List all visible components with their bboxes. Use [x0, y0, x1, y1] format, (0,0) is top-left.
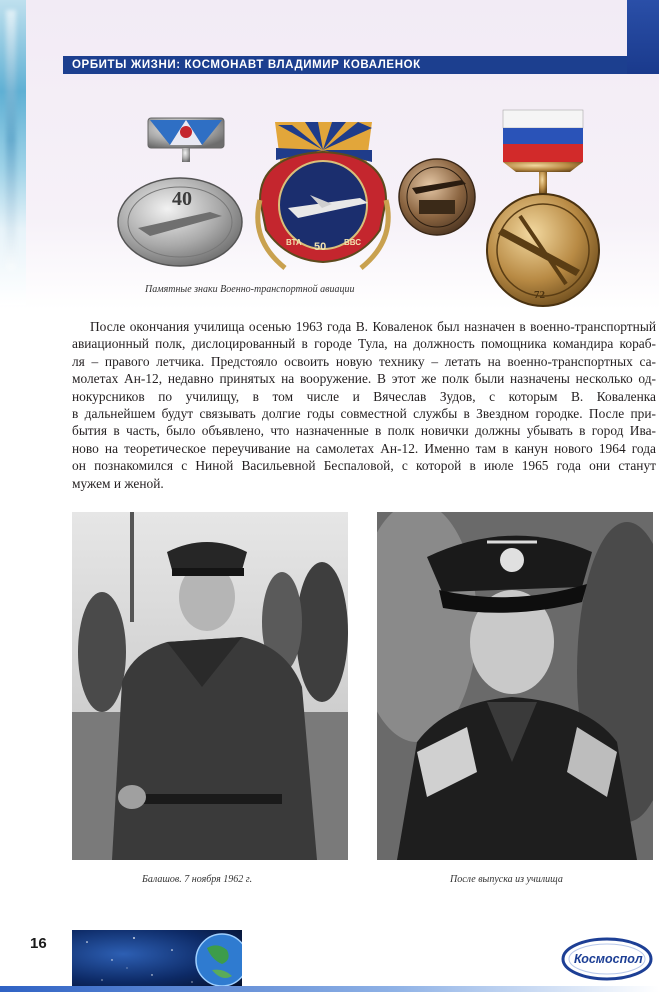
publisher-logo-text: Космоспол [574, 952, 643, 966]
photo-graduation [377, 512, 653, 860]
footer-line [0, 986, 659, 992]
paragraph-line: После окончания училища осенью 1963 года В. Коваленок был назначен в военно-транспортный [90, 319, 656, 334]
paragraph-line: ново на теоретическое переучивание на самолетах Ан-12. Именно там в канун нового 1964 года [72, 440, 656, 456]
medal-2-number: 50 [314, 241, 327, 253]
paragraph-line: бытия в часть, было объявлено, что назначенные в полк новички должны убывать в город Ива- [72, 423, 656, 439]
paragraph-line: молетах Ан-12, недавно принятых на вооружение. В этот же полк были назначены несколько од- [72, 371, 656, 387]
page-header-title: ОРБИТЫ ЖИЗНИ: КОСМОНАВТ ВЛАДИМИР КОВАЛЕНОК [72, 59, 421, 71]
paragraph-line: авиационный полк, дислоцированный в городе Тула, на должность помощника командира кораб- [72, 336, 656, 352]
body-paragraph [72, 318, 656, 492]
photo-balashov [72, 512, 348, 860]
medal-1 [118, 118, 242, 266]
medal-1-number: 40 [172, 188, 192, 210]
medal-4 [487, 110, 599, 306]
paragraph-line: мужем и женой. [72, 475, 164, 491]
photo-1-caption: Балашов. 7 ноября 1962 г. [142, 874, 253, 885]
medal-2-text-right: ВВС [344, 238, 362, 247]
medals-figure [110, 100, 600, 310]
medal-4-number: 72 [534, 289, 545, 301]
medal-2 [258, 122, 388, 268]
paragraph-line: ля – правого летчика. Предстояло освоить новую технику – летать на военно-транспортных са- [72, 353, 656, 369]
decorative-corner-block [627, 0, 659, 74]
paragraph-line: он познакомился с Ниной Васильевной Беспаловой, с которой в июле 1965 года они станут [72, 458, 656, 474]
medals-caption: Памятные знаки Военно-транспортной авиации [145, 284, 355, 295]
footer-space-image [72, 930, 242, 990]
medal-3 [399, 159, 475, 235]
photo-2-caption: После выпуска из училища [450, 874, 563, 885]
paragraph-line: в дальнейшем будут связывать долгие годы совместной службы в Звездном городке. После при- [72, 406, 656, 422]
publisher-logo [560, 935, 655, 983]
paragraph-line: нокурсников по училищу, в том числе и Вячеслав Зудов, с которым В. Коваленка [72, 388, 656, 404]
decorative-sky-strip [0, 0, 26, 305]
medal-2-text-left: ВТА [286, 238, 302, 247]
page-number: 16 [30, 935, 47, 952]
